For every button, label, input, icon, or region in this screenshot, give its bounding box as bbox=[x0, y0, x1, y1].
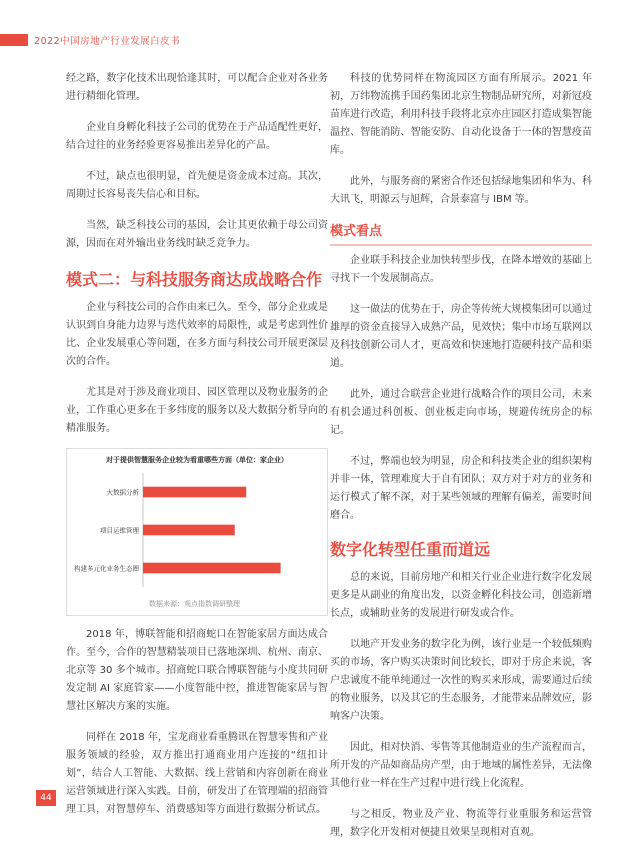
paragraph: 以地产开发业务的数字化为例，该行业是一个较低频购买的市场，客户购买决策时间比较长，即对于房企来说，客户忠诚度不能单纯通过一次性的购买来形成，需要通过后续的物业服务，以及其它的生态服务，才能带来品牌效应，影响客户决策。 bbox=[330, 639, 592, 722]
chart-bar bbox=[143, 487, 246, 498]
left-column bbox=[66, 70, 328, 819]
right-column bbox=[330, 70, 592, 842]
paragraph: 不过，缺点也很明显，首先便是资金成本过高。其次，周期过长容易丧失信心和目标。 bbox=[66, 171, 328, 200]
sub-heading: 模式看点 bbox=[330, 224, 383, 239]
paragraph: 2018 年，博联智能和招商蛇口在智能家居方面达成合作。至今，合作的智慧精装项目已落地深圳、杭州、南京、北京等 30 多个城市。招商蛇口联合博联智能与小度共同研发定制 AI 家庭管家——小度智能中控，推进智能家居与智慧社区解决方案的实施。 bbox=[66, 629, 328, 712]
section-heading: 模式二：与科技服务商达成战略合作 bbox=[66, 270, 323, 289]
paragraph: 尤其是对于涉及商业项目、园区管理以及物业服务的企业，工作重心更多在于多纬度的服务以及大数据分析导向的精准服务。 bbox=[66, 387, 328, 434]
section-heading: 数字化转型任重而道远 bbox=[330, 540, 491, 559]
chart-bar bbox=[143, 563, 281, 574]
chart-category-label: 构建多元化业务生态圈 bbox=[74, 564, 139, 573]
header-accent-bar bbox=[0, 34, 28, 46]
chart-source: 数据来源：观点指数调研整理 bbox=[149, 600, 240, 608]
paragraph: 因此，相对快消、零售等其他制造业的生产流程而言，所开发的产品如商品房产型，由于地域的属性差异，无法像其他行业一样在生产过程中进行线上化流程。 bbox=[330, 742, 592, 789]
header-title: 2022中国房地产行业发展白皮书 bbox=[34, 36, 181, 47]
chart-category-label: 项目运维管理 bbox=[100, 526, 139, 535]
paragraph: 科技的优势同样在物流园区方面有所展示。2021 年初，万纬物流携手国药集团北京生物制品研究所，对新冠疫苗库进行改造，利用科技手段将北京亦庄园区打造成集智能温控、智能消防、智能安防、自动化设备于一体的智慧疫苗库。 bbox=[330, 73, 592, 156]
paragraph: 当然，缺乏科技公司的基因，会让其更依赖于母公司资源，因而在对外输出业务线时缺乏竞争力。 bbox=[66, 220, 328, 249]
paragraph: 与之相反，物业及产业、物流等行业重服务和运营管理，数字化开发相对便捷且效果呈现相对直观。 bbox=[330, 809, 592, 838]
page-number: 44 bbox=[36, 790, 56, 806]
paragraph: 经之路，数字化技术出现恰逢其时，可以配合企业对各业务进行精细化管理。 bbox=[66, 73, 328, 102]
paragraph: 企业自身孵化科技子公司的优势在于产品适配性更好，结合过往的业务经验更容易推出差异化的产品。 bbox=[66, 122, 328, 151]
chart-title: 对于提供智慧服务企业较为看重哪些方面（单位：家企业） bbox=[106, 456, 288, 464]
paragraph: 总的来说，目前房地产和相关行业企业进行数字化发展更多是从副业的角度出发，以资金孵化科技公司，创造新增长点，或辅助业务的发展进行研发或合作。 bbox=[330, 572, 592, 619]
paragraph: 同样在 2018 年，宝龙商业看重腾讯在智慧零售和产业服务领域的经验，双方推出打通商业用户连接的“纽扣计划”，结合人工智能、大数据、线上营销和内容创新在商业运营领域进行深入实践。目前，研发出了在管理端的招商管理工具，对智慧停车、消费感知等方面进行数据分析试点。 bbox=[66, 732, 328, 815]
paragraph: 企业联手科技企业加快转型步伐，在降本增效的基础上寻找下一个发展制高点。 bbox=[330, 255, 592, 284]
paragraph: 此外，与服务商的紧密合作还包括绿地集团和华为、科大讯飞，明源云与旭辉，合景泰富与 IBM 等。 bbox=[330, 176, 592, 205]
sub-heading-wrap bbox=[330, 223, 592, 246]
paragraph: 此外，通过合联营企业进行战略合作的项目公司，未来有机会通过科创板、创业板走向市场，规避传统房企的标记。 bbox=[330, 389, 592, 436]
paragraph: 不过，弊端也较为明显，房企和科技类企业的组织架构并非一体，管理难度大于自有团队；双方对于对方的业务和运行模式了解不深，对于某些领域的理解有偏差，需要时间磨合。 bbox=[330, 456, 592, 521]
chart-bar bbox=[143, 525, 235, 536]
chart-category-label: 大数据分析 bbox=[106, 488, 139, 497]
paragraph: 这一做法的优势在于，房企等传统大规模集团可以通过雄厚的资金直接导入成熟产品，见效快；集中市场互联网以及科技创新公司人才，更高效和快速地打造硬科技产品和渠道。 bbox=[330, 304, 592, 369]
bar-chart bbox=[66, 448, 328, 616]
chart-svg bbox=[73, 469, 321, 591]
paragraph: 企业与科技公司的合作由来已久。至今，部分企业或是认识到自身能力边界与迭代效率的局限性，或是考虑到性价比、企业发展重心等问题，在多方面与科技公司开展更深层次的合作。 bbox=[66, 302, 328, 367]
